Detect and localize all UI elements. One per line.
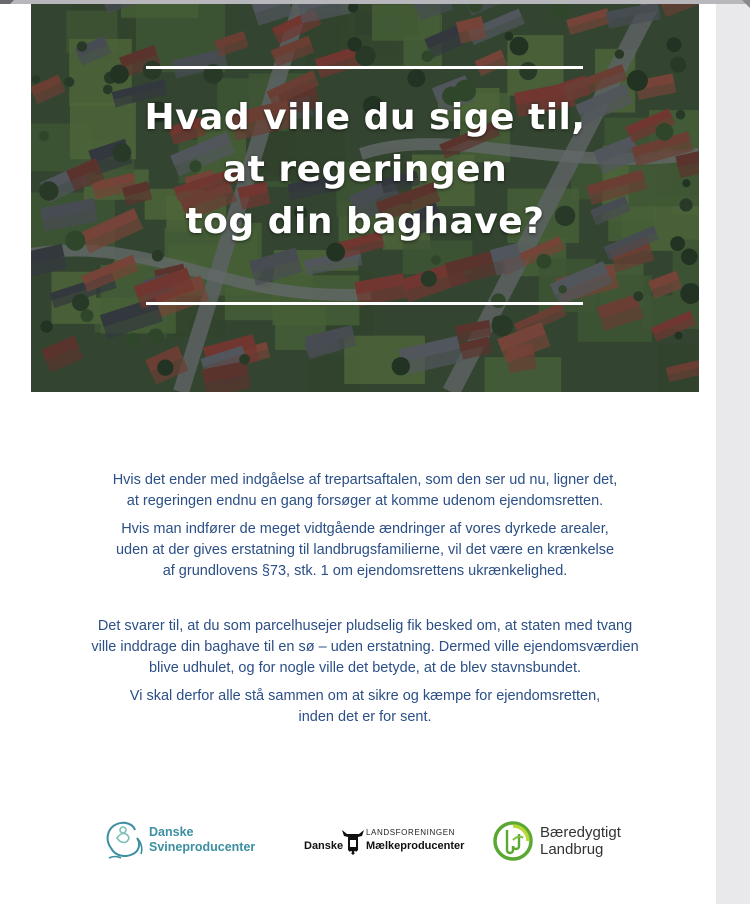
paragraph-4 bbox=[60, 686, 670, 728]
paragraph-4-line-2: inden det er for sent. bbox=[298, 709, 432, 725]
paragraph-4-line-1: Vi skal derfor alle stå sammen om at sikre og kæmpe for ejendomsretten, bbox=[129, 688, 601, 704]
headline bbox=[31, 92, 699, 248]
baeredygtigt-line-2: Landbrug bbox=[540, 841, 604, 858]
logo-danske-svineproducenter bbox=[103, 818, 255, 862]
baeredygtigt-wordmark bbox=[540, 824, 621, 858]
paragraph-3 bbox=[60, 616, 670, 679]
ad-page bbox=[0, 4, 716, 904]
logo-danske-maelkeproducenter bbox=[304, 828, 465, 862]
paragraph-2-line-3: af grundlovens §73, stk. 1 om ejendomsrettens ukrænkelighed. bbox=[162, 563, 568, 579]
headline-rule-bottom bbox=[146, 302, 583, 305]
headline-line-1: Hvad ville du sige til, bbox=[144, 97, 586, 138]
logo-baeredygtigt-landbrug bbox=[492, 820, 621, 862]
paragraph-3-line-3: blive udhulet, og for nogle ville det betyde, at de blev stavnsbundet. bbox=[148, 660, 582, 676]
svineproducenter-emblem-icon bbox=[103, 818, 145, 862]
paragraph-1-line-2: at regeringen endnu en gang forsøger at komme udenom ejendomsretten. bbox=[126, 493, 604, 509]
baeredygtigt-line-1: Bæredygtigt bbox=[540, 824, 621, 841]
baeredygtigt-emblem-icon bbox=[492, 820, 534, 862]
paragraph-1 bbox=[60, 470, 670, 512]
sponsor-logos bbox=[0, 816, 716, 872]
maelke-right-text: Mælkeproducenter bbox=[366, 840, 465, 852]
svineproducenter-wordmark bbox=[149, 825, 255, 855]
maelke-left-text: Danske bbox=[304, 840, 344, 852]
headline-line-2: at regeringen bbox=[222, 149, 508, 190]
paragraph-2-line-1: Hvis man indfører de meget vidtgående ændringer af vores dyrkede arealer, bbox=[121, 521, 609, 537]
svineproducenter-line-2: Svineproducenter bbox=[149, 840, 256, 854]
paragraph-2-line-2: uden at der gives erstatning til landbrugsfamilierne, vil det være en krænkelse bbox=[115, 542, 615, 558]
paragraph-1-line-1: Hvis det ender med indgåelse af trepartsaftalen, som den ser ud nu, ligner det, bbox=[112, 472, 618, 488]
headline-rule-top bbox=[146, 66, 583, 69]
aerial-photo-hero bbox=[31, 4, 699, 392]
maelke-top-text: LANDSFORENINGEN bbox=[366, 828, 456, 837]
paragraph-2 bbox=[60, 519, 670, 582]
cow-head-icon bbox=[340, 826, 366, 856]
svineproducenter-line-1: Danske bbox=[149, 825, 194, 839]
page-corner-right bbox=[742, 0, 750, 8]
paragraph-3-line-1: Det svarer til, at du som parcelhusejer pludselig fik besked om, at staten med tvang bbox=[97, 618, 633, 634]
paragraph-3-line-2: ville inddrage din baghave til en sø – uden erstatning. Dermed ville ejendomsværdien bbox=[91, 639, 639, 655]
headline-line-3: tog din baghave? bbox=[185, 201, 545, 242]
